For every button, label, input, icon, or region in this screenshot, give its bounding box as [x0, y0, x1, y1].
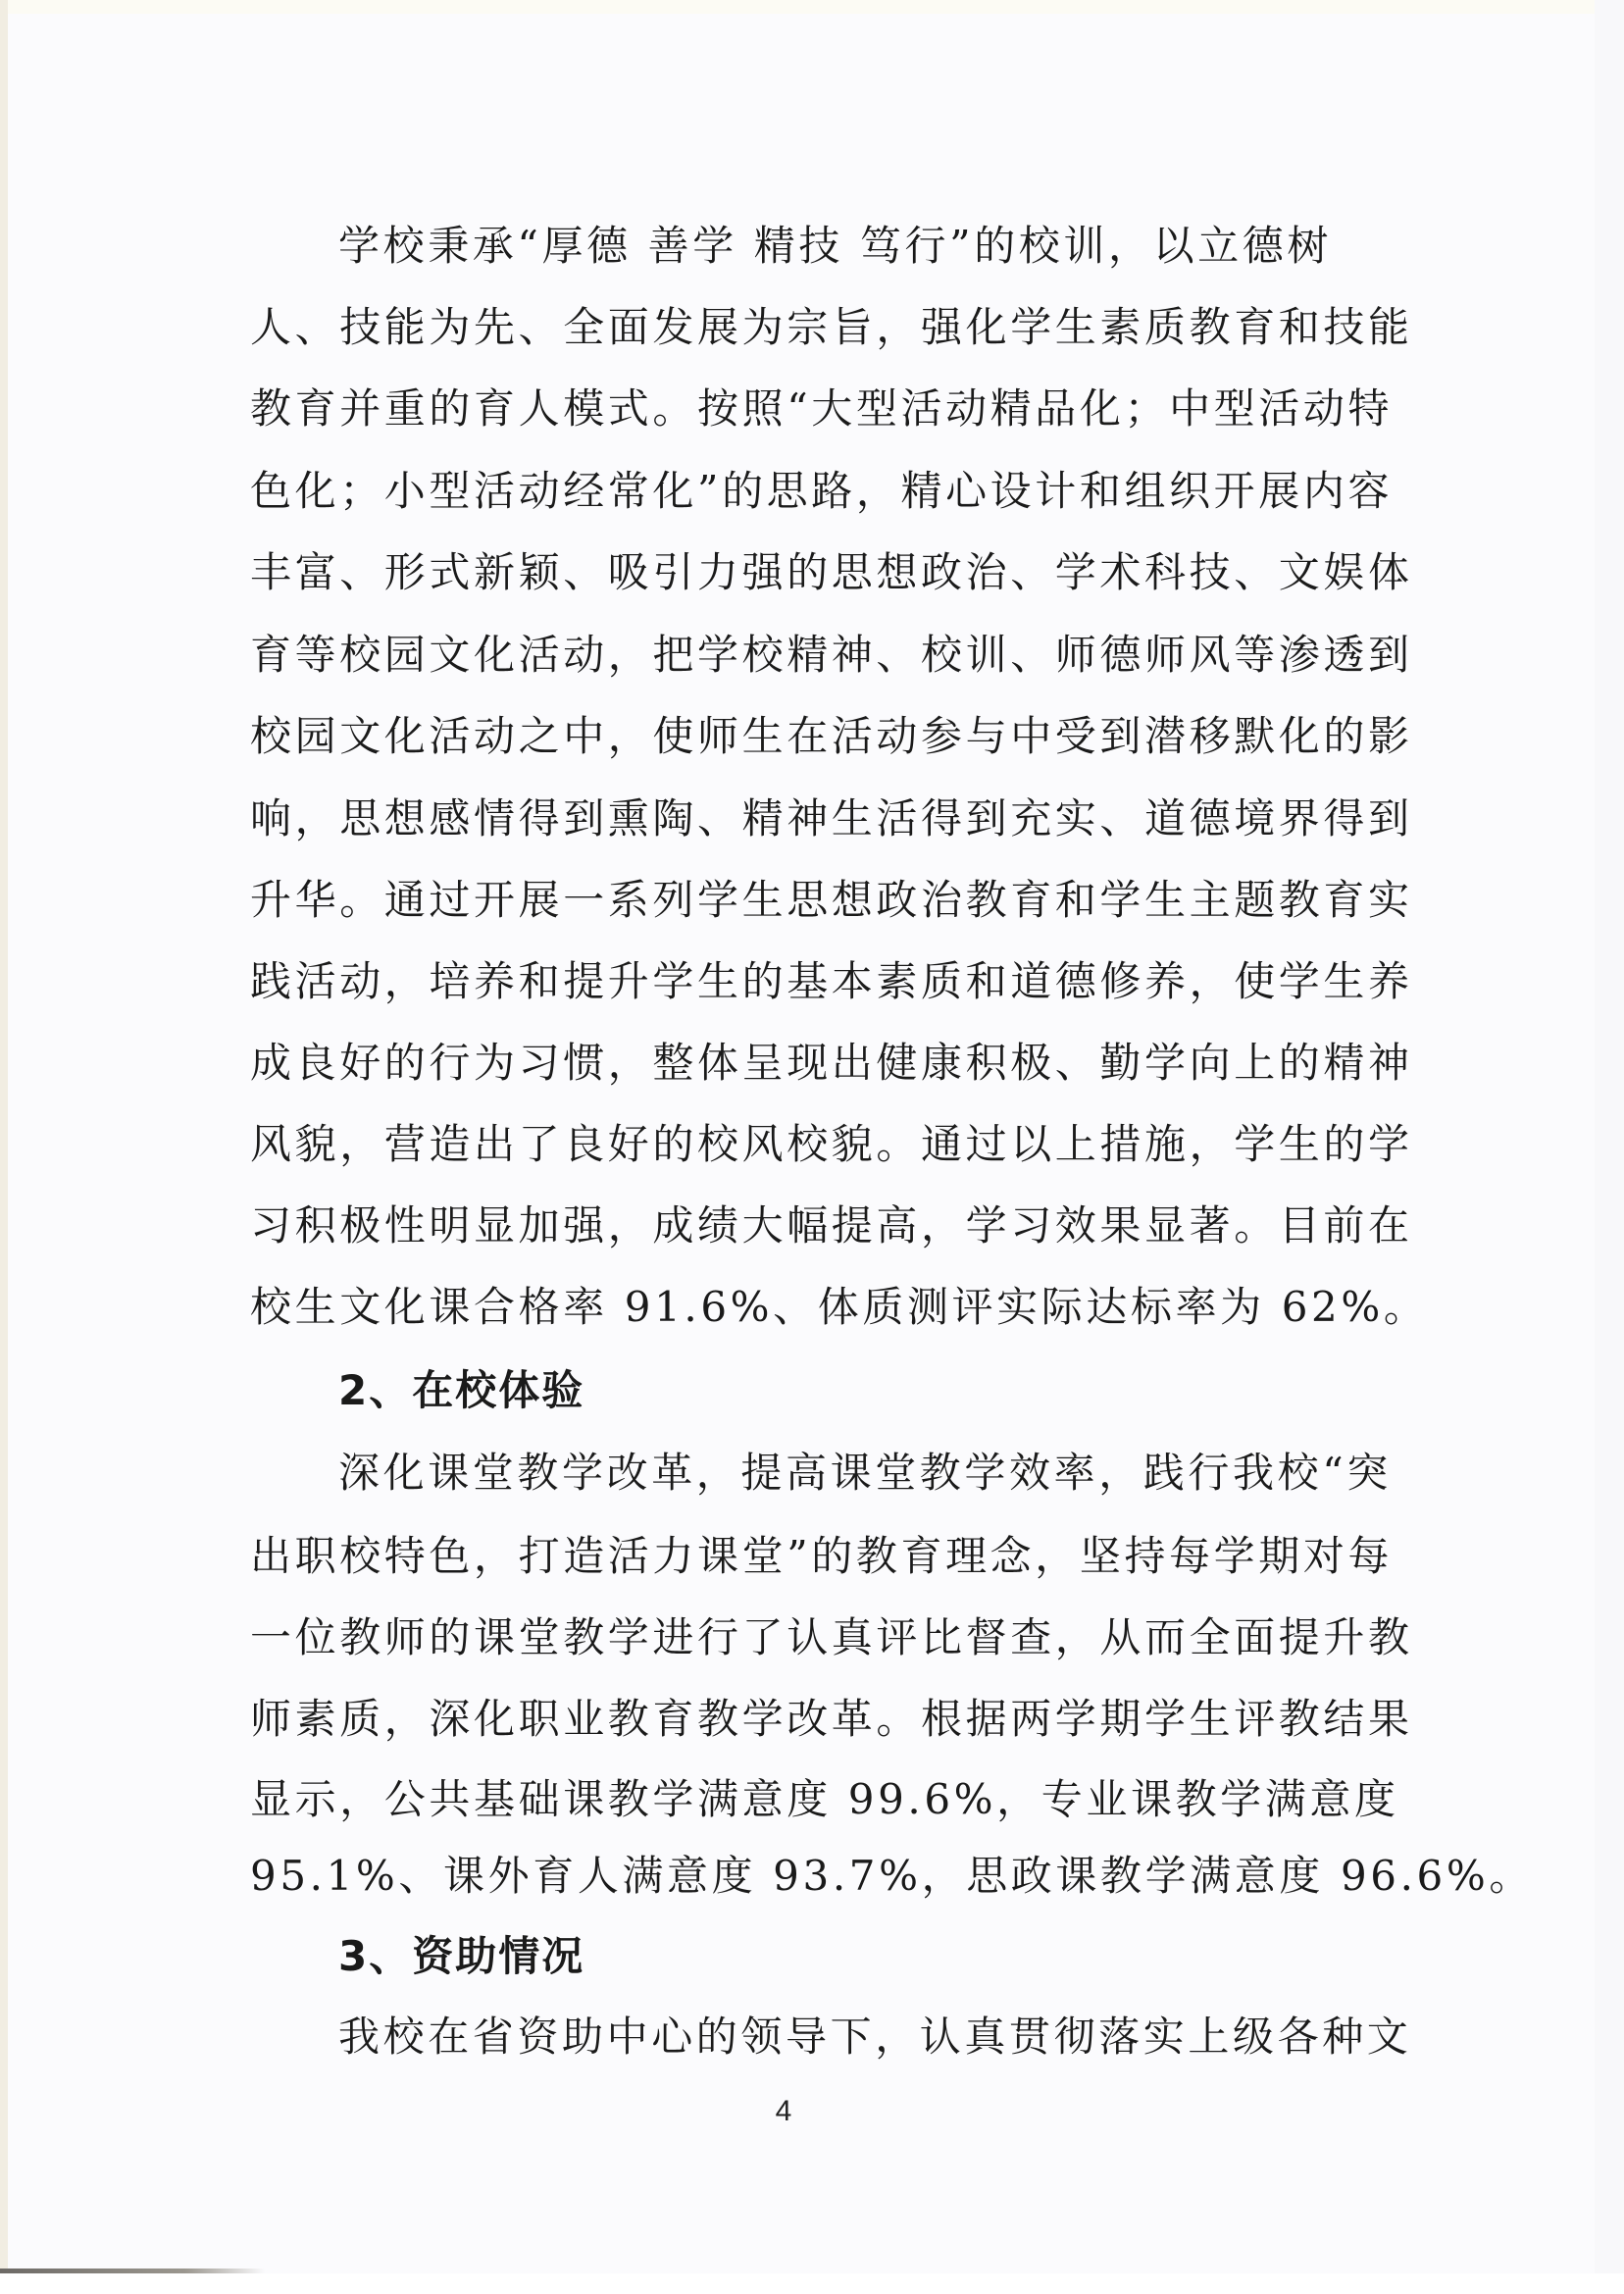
paragraph-1-line-10: 践活动，培养和提升学生的基本素质和道德修养，使学生养	[250, 957, 1413, 1005]
section-2-line-5: 显示，公共基础课教学满意度 99.6%，专业课教学满意度	[250, 1775, 1399, 1823]
paragraph-1-line-2: 人、技能为先、全面发展为宗旨，强化学生素质教育和技能	[250, 303, 1413, 351]
paragraph-1-line-9: 升华。通过开展一系列学生思想政治教育和学生主题教育实	[250, 876, 1413, 924]
section-2-line-3: 一位教师的课堂教学进行了认真评比督查，从而全面提升教	[250, 1613, 1413, 1661]
paper-right-edge	[1595, 0, 1624, 2273]
scan-edge-shadow	[0, 2269, 265, 2273]
section-2-line-6: 95.1%、课外育人满意度 93.7%，思政课教学满意度 96.6%。	[250, 1852, 1534, 1900]
paragraph-1-line-3: 教育并重的育人模式。按照“大型活动精品化；中型活动特	[250, 384, 1394, 433]
section-3-heading: 3、资助情况	[338, 1932, 585, 1980]
paragraph-1-line-4: 色化；小型活动经常化”的思路，精心设计和组织开展内容	[250, 467, 1394, 515]
paragraph-1-line-14: 校生文化课合格率 91.6%、体质测评实际达标率为 62%。	[250, 1283, 1429, 1331]
section-2-line-4: 师素质，深化职业教育教学改革。根据两学期学生评教结果	[250, 1695, 1413, 1743]
paragraph-1-line-6: 育等校园文化活动，把学校精神、校训、师德师风等渗透到	[250, 631, 1413, 679]
page-number: 4	[775, 2095, 792, 2127]
paper-left-edge	[0, 0, 8, 2273]
paragraph-1-line-1: 学校秉承“厚德 善学 精技 笃行”的校训，以立德树	[338, 222, 1332, 270]
paragraph-1-line-11: 成良好的行为习惯，整体呈现出健康积极、勤学向上的精神	[250, 1039, 1413, 1087]
paragraph-1-line-12: 风貌，营造出了良好的校风校貌。通过以上措施，学生的学	[250, 1120, 1413, 1168]
section-2-line-1: 深化课堂教学改革，提高课堂教学效率，践行我校“突	[338, 1449, 1392, 1497]
section-2-line-2: 出职校特色，打造活力课堂”的教育理念，坚持每学期对每	[250, 1532, 1394, 1580]
section-3-line-1: 我校在省资助中心的领导下，认真贯彻落实上级各种文	[338, 2013, 1412, 2061]
paragraph-1-line-7: 校园文化活动之中，使师生在活动参与中受到潜移默化的影	[250, 712, 1413, 760]
section-2-heading: 2、在校体验	[338, 1366, 585, 1414]
paragraph-1-line-13: 习积极性明显加强，成绩大幅提高，学习效果显著。目前在	[250, 1201, 1413, 1249]
paragraph-1-line-5: 丰富、形式新颖、吸引力强的思想政治、学术科技、文娱体	[250, 548, 1413, 596]
paper-top-strip	[0, 0, 1624, 14]
paragraph-1-line-8: 响，思想感情得到熏陶、精神生活得到充实、道德境界得到	[250, 794, 1413, 842]
